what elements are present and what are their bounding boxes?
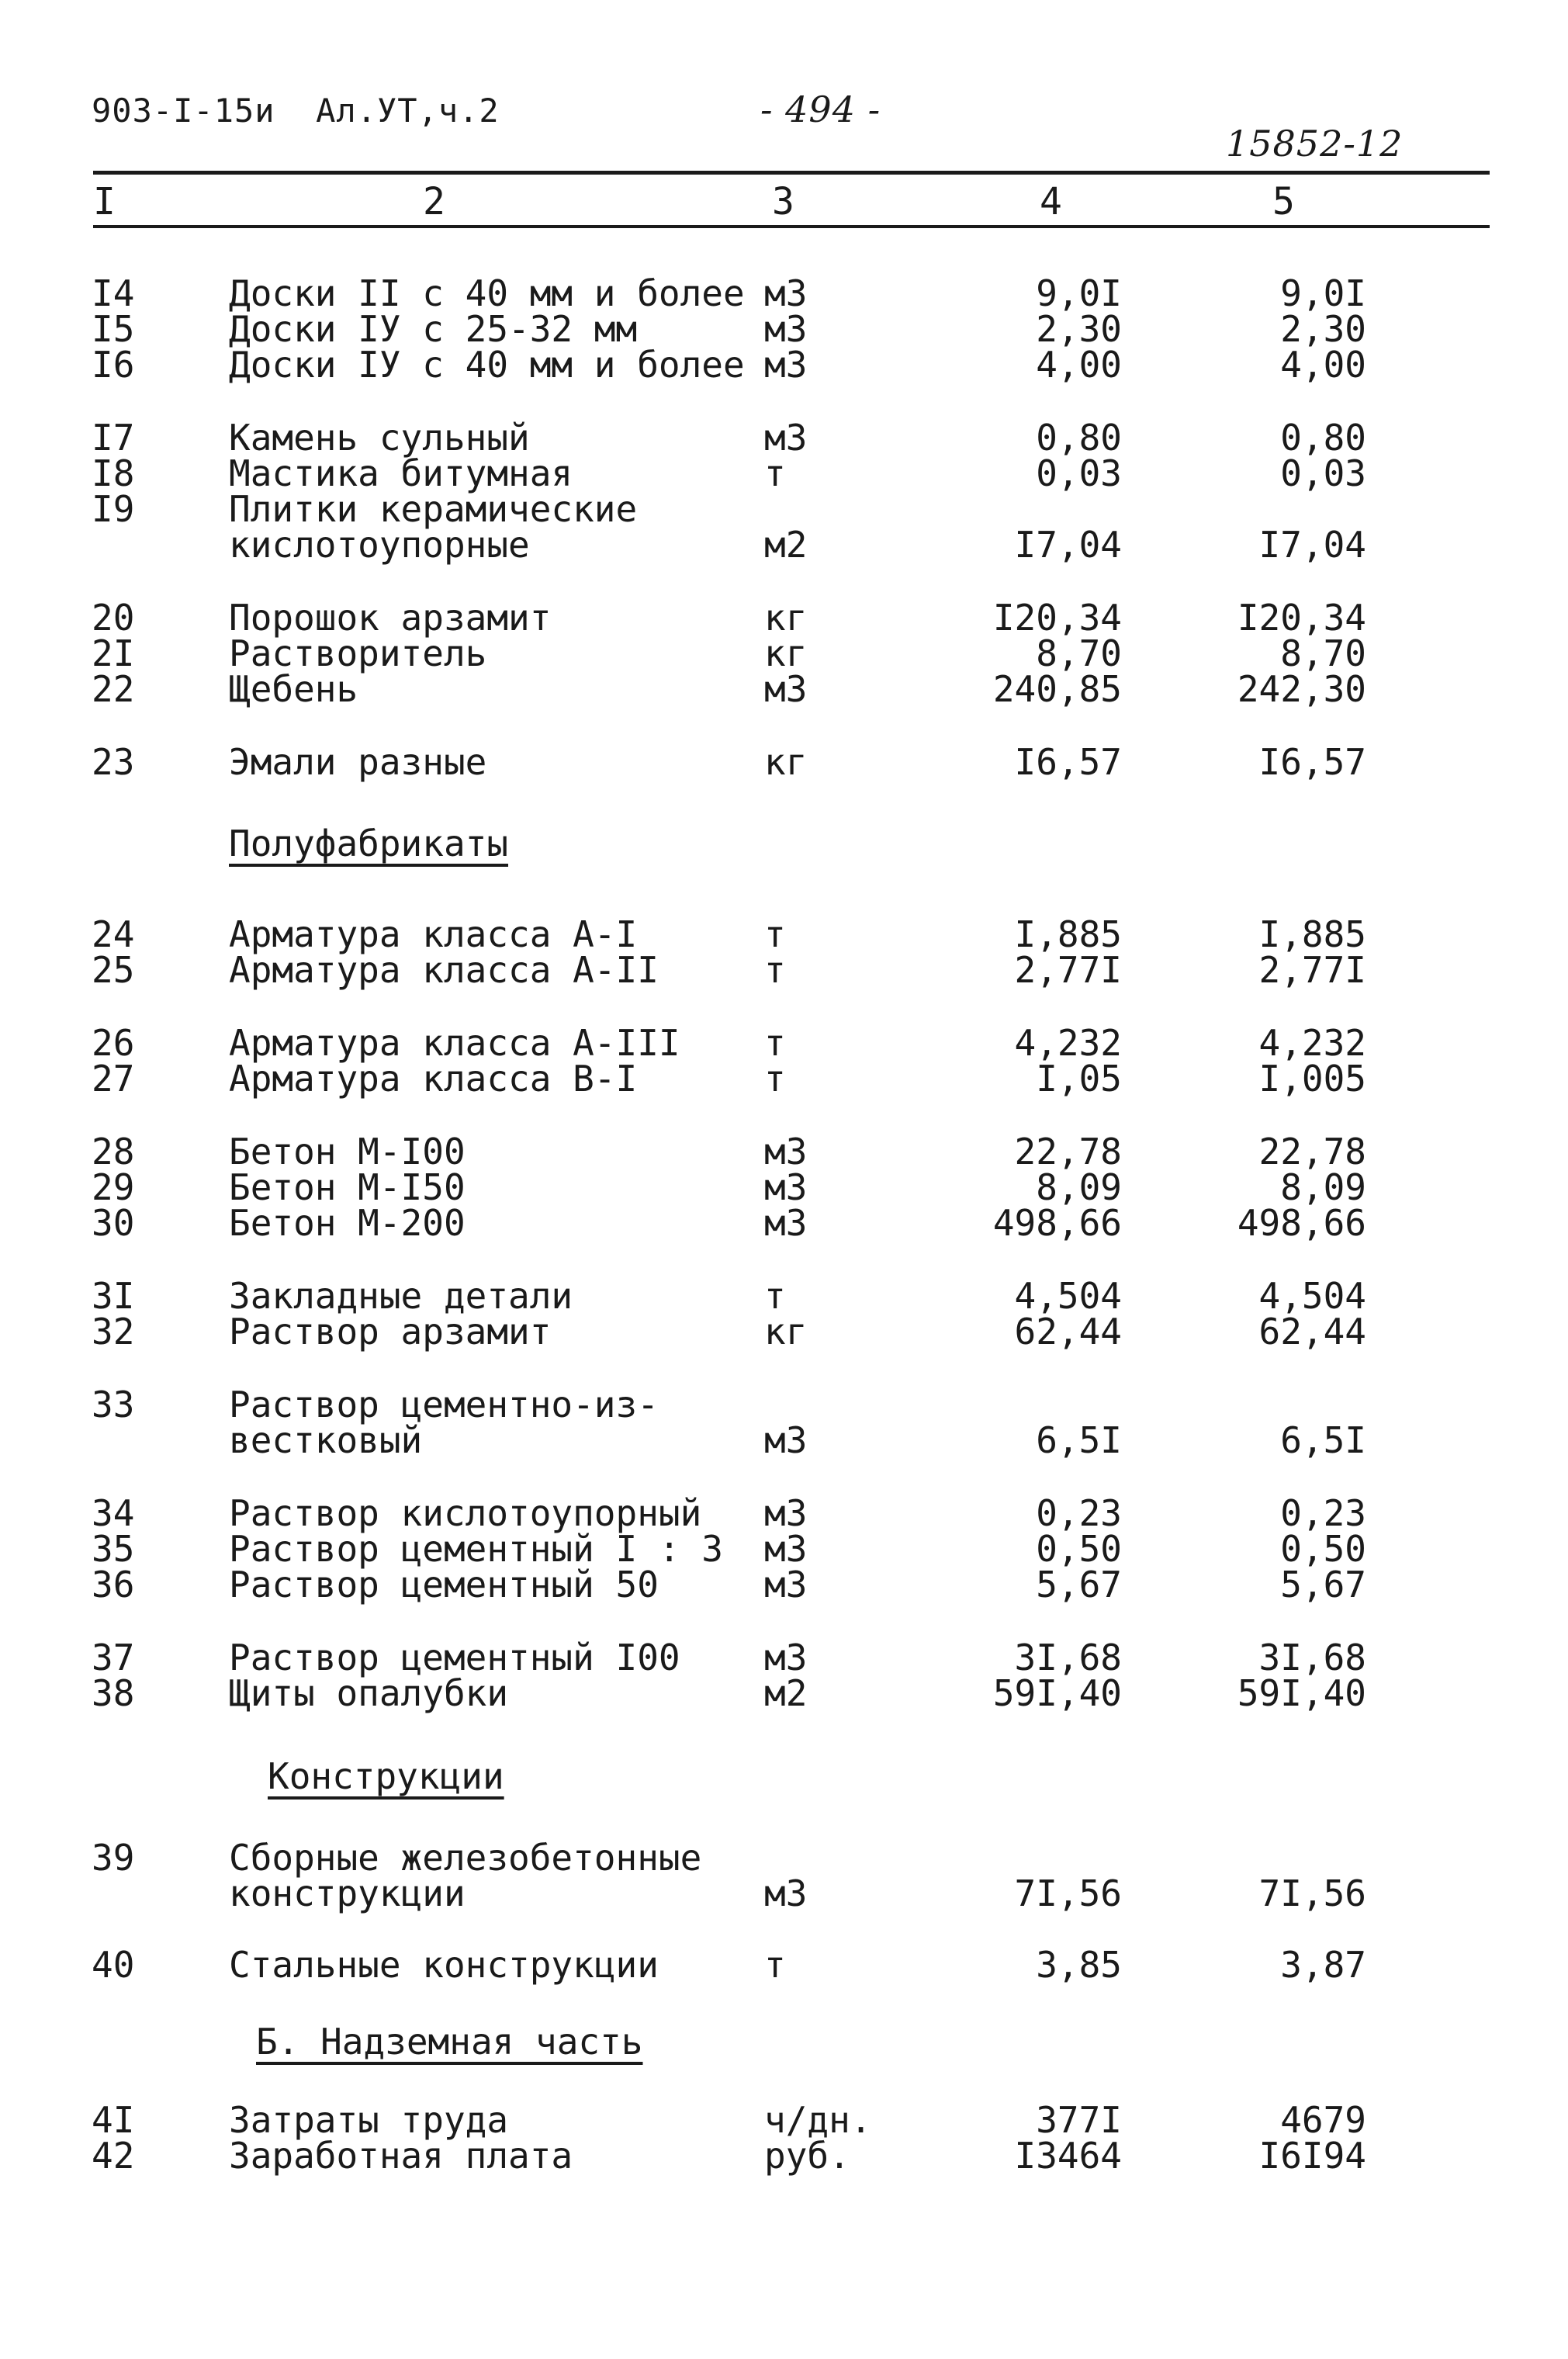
row-value-col4: I3464: [1014, 2135, 1122, 2177]
row-value-col5: 0,50: [1280, 1528, 1366, 1570]
row-value-col5: 22,78: [1258, 1131, 1366, 1173]
row-number: I4: [92, 272, 135, 314]
row-unit: м3: [764, 1872, 808, 1914]
table-row: [0, 1024, 1568, 1062]
row-name: Щебень: [229, 668, 358, 710]
row-number: I5: [92, 308, 135, 350]
row-value-col5: 5,67: [1280, 1564, 1366, 1606]
row-value-col5: 0,03: [1280, 452, 1366, 494]
row-number: 35: [92, 1528, 135, 1570]
row-unit: кг: [764, 1311, 808, 1353]
row-name: Заработная плата: [229, 2135, 573, 2177]
row-value-col5: 8,09: [1280, 1166, 1366, 1208]
row-number: 34: [92, 1492, 135, 1534]
table-row: [0, 417, 1568, 459]
table-row: [0, 1944, 1568, 1986]
row-value-col4: 4,00: [1036, 344, 1122, 386]
row-value-col5: 4,00: [1280, 344, 1366, 386]
table-row: [0, 1492, 1568, 1534]
row-value-col5: 9,0I: [1280, 272, 1366, 314]
table-row: [0, 1058, 1568, 1100]
table-row: [0, 913, 1568, 955]
row-value-col5: 6,5I: [1280, 1419, 1366, 1461]
row-value-col4: 0,80: [1036, 417, 1122, 459]
row-value-col4: 0,03: [1036, 452, 1122, 494]
column-header-3: 3: [772, 180, 794, 223]
table-row: [0, 310, 1568, 348]
row-number: 32: [92, 1311, 135, 1353]
row-value-col4: 62,44: [1014, 1311, 1122, 1353]
row-name: Бетон М-I50: [229, 1166, 466, 1208]
row-value-col4: I,885: [1014, 913, 1122, 955]
row-unit: м2: [764, 524, 808, 566]
column-header-1: I: [93, 180, 116, 223]
row-value-col4: 59I,40: [992, 1672, 1122, 1714]
row-unit: руб.: [764, 2135, 850, 2177]
table-row: [0, 2135, 1568, 2177]
table-row: [0, 1131, 1568, 1173]
table-row: [0, 1672, 1568, 1714]
row-name: Бетон М-200: [229, 1202, 466, 1244]
section-heading-above-ground: Б. Надземная часть: [256, 2021, 643, 2063]
row-unit: т: [764, 1275, 786, 1317]
row-number: I8: [92, 452, 135, 494]
row-unit: м3: [764, 417, 808, 459]
row-value-col5: 62,44: [1258, 1311, 1366, 1353]
row-unit: т: [764, 913, 786, 955]
table-row: [0, 2101, 1568, 2139]
row-value-col4: 2,30: [1036, 308, 1122, 350]
row-name: Раствор кислотоупорный: [229, 1492, 702, 1534]
row-value-col4: 7I,56: [1014, 1872, 1122, 1914]
column-header-4: 4: [1040, 180, 1062, 223]
row-unit: м2: [764, 1672, 808, 1714]
row-value-col4: 3,85: [1036, 1944, 1122, 1986]
table-row: [0, 951, 1568, 989]
row-name: Арматура класса А-II: [229, 949, 659, 991]
row-value-col5: I6I94: [1258, 2135, 1366, 2177]
row-unit: м3: [764, 272, 808, 314]
row-number: 28: [92, 1131, 135, 1173]
row-value-col5: I20,34: [1237, 597, 1366, 639]
archive-number: 15852-12: [1226, 123, 1404, 165]
table-row: [0, 1639, 1568, 1676]
table-row: [0, 490, 1568, 528]
table-row: [0, 743, 1568, 781]
row-value-col4: 8,70: [1036, 632, 1122, 674]
row-value-col5: I,005: [1258, 1058, 1366, 1100]
row-number: 36: [92, 1564, 135, 1606]
row-unit: т: [764, 1022, 786, 1064]
row-value-col4: 0,23: [1036, 1492, 1122, 1534]
table-row: [0, 1311, 1568, 1353]
table-row: [0, 1419, 1568, 1461]
row-value-col4: 2,77I: [1014, 949, 1122, 991]
row-number: I6: [92, 344, 135, 386]
row-value-col5: 498,66: [1237, 1202, 1366, 1244]
column-header-2: 2: [423, 180, 445, 223]
row-unit: м3: [764, 1637, 808, 1678]
row-value-col5: 2,77I: [1258, 949, 1366, 991]
row-name: Растворитель: [229, 632, 487, 674]
row-name: Раствор цементно-из-: [229, 1384, 659, 1425]
row-value-col4: 22,78: [1014, 1131, 1122, 1173]
row-number: 23: [92, 741, 135, 783]
table-row: [0, 597, 1568, 639]
row-unit: кг: [764, 741, 808, 783]
row-unit: м3: [764, 1564, 808, 1606]
section-heading-structures: Конструкции: [268, 1755, 504, 1797]
row-value-col4: 8,09: [1036, 1166, 1122, 1208]
table-row: [0, 1528, 1568, 1570]
row-name: Доски IУ с 40 мм и более: [229, 344, 745, 386]
row-unit: ч/дн.: [764, 2099, 872, 2141]
row-name: Мастика битумная: [229, 452, 573, 494]
row-unit: м3: [764, 1166, 808, 1208]
row-value-col5: 4679: [1280, 2099, 1366, 2141]
row-name: Раствор цементный 50: [229, 1564, 659, 1606]
row-name: Раствор цементный I00: [229, 1637, 680, 1678]
section-heading-semi-products: Полуфабрикаты: [229, 823, 509, 864]
row-unit: м3: [764, 1528, 808, 1570]
row-unit: т: [764, 1058, 786, 1100]
row-number: 40: [92, 1944, 135, 1986]
row-value-col4: 0,50: [1036, 1528, 1122, 1570]
row-number: 27: [92, 1058, 135, 1100]
row-number: 3I: [92, 1275, 135, 1317]
row-value-col5: 8,70: [1280, 632, 1366, 674]
table-row: [0, 632, 1568, 674]
row-name: Закладные детали: [229, 1275, 573, 1317]
table-row: [0, 272, 1568, 314]
row-value-col5: 3I,68: [1258, 1637, 1366, 1678]
row-value-col4: 377I: [1036, 2099, 1122, 2141]
row-number: I9: [92, 488, 135, 530]
row-number: 37: [92, 1637, 135, 1678]
header-top-rule: [93, 171, 1490, 175]
row-name: Раствор арзамит: [229, 1311, 552, 1353]
row-name: Арматура класса А-III: [229, 1022, 680, 1064]
row-name: Сборные железобетонные: [229, 1837, 702, 1879]
table-row: [0, 1564, 1568, 1606]
row-name: Стальные конструкции: [229, 1944, 659, 1986]
row-number: 30: [92, 1202, 135, 1244]
row-name: конструкции: [229, 1872, 466, 1914]
row-unit: м3: [764, 1419, 808, 1461]
row-unit: т: [764, 452, 786, 494]
row-value-col4: I6,57: [1014, 741, 1122, 783]
table-row: [0, 670, 1568, 708]
row-value-col5: I6,57: [1258, 741, 1366, 783]
row-number: 4I: [92, 2099, 135, 2141]
row-value-col4: 6,5I: [1036, 1419, 1122, 1461]
row-name: Доски ІI с 40 мм и более: [229, 272, 745, 314]
row-value-col5: 0,80: [1280, 417, 1366, 459]
row-value-col5: 59I,40: [1237, 1672, 1366, 1714]
row-value-col5: 2,30: [1280, 308, 1366, 350]
row-name: вестковый: [229, 1419, 423, 1461]
row-name: Бетон М-I00: [229, 1131, 466, 1173]
row-unit: т: [764, 949, 786, 991]
row-name: Камень сульный: [229, 417, 530, 459]
row-value-col5: 4,504: [1258, 1275, 1366, 1317]
table-row: [0, 1837, 1568, 1879]
row-value-col5: 0,23: [1280, 1492, 1366, 1534]
row-unit: м3: [764, 668, 808, 710]
table-row: [0, 1872, 1568, 1914]
row-value-col4: 3I,68: [1014, 1637, 1122, 1678]
row-name: Затраты труда: [229, 2099, 509, 2141]
row-value-col5: 4,232: [1258, 1022, 1366, 1064]
row-unit: кг: [764, 632, 808, 674]
row-number: I7: [92, 417, 135, 459]
table-row: [0, 1277, 1568, 1315]
row-name: Щиты опалубки: [229, 1672, 509, 1714]
row-name: Раствор цементный I : 3: [229, 1528, 723, 1570]
row-name: Плитки керамические: [229, 488, 638, 530]
row-value-col5: 3,87: [1280, 1944, 1366, 1986]
row-value-col4: I,05: [1036, 1058, 1122, 1100]
table-row: [0, 1386, 1568, 1423]
column-header-5: 5: [1272, 180, 1295, 223]
row-value-col4: I7,04: [1014, 524, 1122, 566]
row-name: Доски IУ с 25-32 мм: [229, 308, 638, 350]
header-bottom-rule: [93, 225, 1490, 228]
table-row: [0, 344, 1568, 386]
row-name: Арматура класса В-I: [229, 1058, 638, 1100]
row-number: 29: [92, 1166, 135, 1208]
row-name: Арматура класса А-I: [229, 913, 638, 955]
table-row: [0, 524, 1568, 566]
row-unit: м3: [764, 1492, 808, 1534]
table-row: [0, 452, 1568, 494]
row-value-col4: 240,85: [992, 668, 1122, 710]
row-value-col4: 4,232: [1014, 1022, 1122, 1064]
document-code: 903-I-15и Ал.УТ,ч.2: [92, 92, 500, 130]
row-unit: кг: [764, 597, 808, 639]
row-value-col4: 498,66: [992, 1202, 1122, 1244]
row-name: Эмали разные: [229, 741, 487, 783]
row-number: 2I: [92, 632, 135, 674]
row-value-col5: I,885: [1258, 913, 1366, 955]
row-unit: м3: [764, 344, 808, 386]
row-value-col5: 242,30: [1237, 668, 1366, 710]
row-number: 39: [92, 1837, 135, 1879]
page-number: - 494 -: [760, 88, 881, 130]
row-value-col5: 7I,56: [1258, 1872, 1366, 1914]
row-unit: м3: [764, 308, 808, 350]
row-name: кислотоупорные: [229, 524, 530, 566]
row-value-col4: 9,0I: [1036, 272, 1122, 314]
row-unit: м3: [764, 1131, 808, 1173]
row-number: 22: [92, 668, 135, 710]
row-value-col5: I7,04: [1258, 524, 1366, 566]
row-value-col4: 4,504: [1014, 1275, 1122, 1317]
row-name: Порошок арзамит: [229, 597, 552, 639]
table-row: [0, 1204, 1568, 1242]
row-number: 24: [92, 913, 135, 955]
row-number: 42: [92, 2135, 135, 2177]
row-number: 33: [92, 1384, 135, 1425]
row-unit: м3: [764, 1202, 808, 1244]
row-value-col4: 5,67: [1036, 1564, 1122, 1606]
row-number: 20: [92, 597, 135, 639]
row-number: 38: [92, 1672, 135, 1714]
row-number: 26: [92, 1022, 135, 1064]
row-unit: т: [764, 1944, 786, 1986]
row-number: 25: [92, 949, 135, 991]
row-value-col4: I20,34: [992, 597, 1122, 639]
table-row: [0, 1166, 1568, 1208]
